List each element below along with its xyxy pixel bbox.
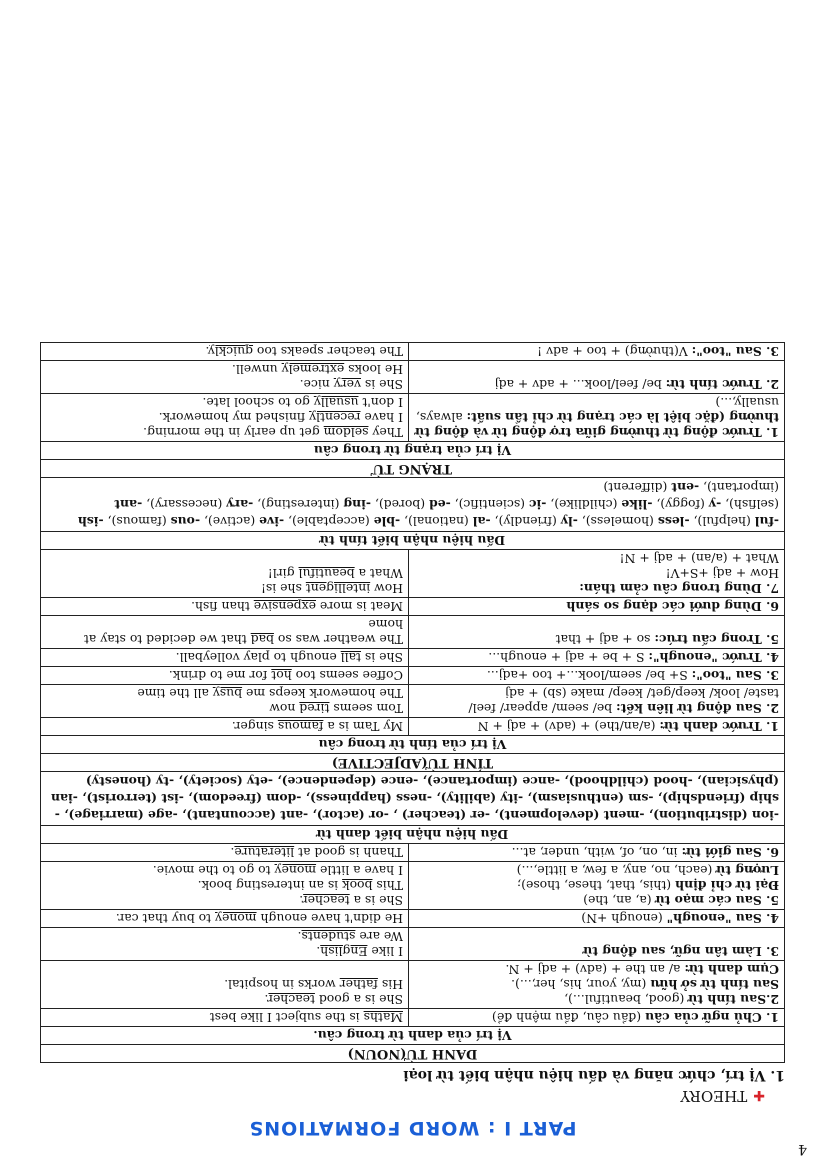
- noun-signs: -ion (distribution), -ment (development), -er (teacher) , -or (actor), -ant (accountant), -age (marriage), -ship (friendship), -sm (enthusiasm), -ity (ability), -ness (happiness), -dom (freedom), -ist (terrorist), -ian (physician), -hood (childhood), -ance (importance), -ence (dependence), -ety (society), -ty (honesty): [41, 772, 785, 826]
- rule-cell: [409, 598, 785, 616]
- example-keyword: teacher: [303, 893, 350, 908]
- adjective-signs: [41, 478, 785, 532]
- rule-line: [414, 977, 779, 992]
- suffix-example: (foggy),: [652, 497, 709, 512]
- rule-cell: [409, 718, 785, 736]
- suffix-example: (interesting),: [253, 497, 344, 512]
- example-text: She is: [361, 377, 403, 392]
- rule-title: 4. Sau "enough": [666, 911, 779, 926]
- suffix-label: -ble: [373, 514, 401, 529]
- rule-title: Đại từ chỉ định: [675, 878, 779, 893]
- table-row: [41, 361, 785, 394]
- rule-text: in, on, of, with, under, at...: [511, 845, 682, 860]
- rule-title: Cụm danh từ:: [684, 962, 779, 977]
- example-keyword: students: [301, 929, 356, 944]
- example-text: finished my homework.: [158, 410, 310, 425]
- example-text: They: [368, 425, 403, 440]
- suffix-label: -ent: [671, 480, 700, 495]
- example-keyword: very: [333, 377, 361, 392]
- table-row: [41, 343, 785, 361]
- table-row: [41, 685, 785, 718]
- example-line: [46, 425, 403, 440]
- example-line: [46, 893, 403, 908]
- suffix-label: -ed: [429, 497, 451, 512]
- adverb-position-header: Vị trí của trạng từ trong câu: [41, 442, 785, 460]
- example-cell: [41, 598, 409, 616]
- example-line: [46, 377, 403, 392]
- noun-position-header: Vị trí của danh từ trong câu.: [41, 1027, 785, 1045]
- suffix-example: (childlike),: [546, 497, 622, 512]
- example-text: Tom seems: [329, 701, 403, 716]
- example-text: works in hospital.: [224, 977, 340, 992]
- example-cell: [41, 718, 409, 736]
- example-cell: [41, 394, 409, 442]
- example-keyword: Maths: [363, 1010, 403, 1025]
- suffix-example: (selfish),: [721, 497, 779, 512]
- example-text: I don't: [358, 395, 403, 410]
- rule-line: [414, 878, 779, 893]
- rule-text: (good, beautiful...),: [564, 992, 689, 1007]
- example-text: The teacher speaks too: [253, 344, 403, 359]
- example-keyword: beautiful: [298, 566, 355, 581]
- rule-line: [414, 701, 779, 716]
- example-cell: [41, 550, 409, 598]
- suffix-example: (acceptable),: [284, 514, 374, 529]
- example-line: [46, 701, 403, 716]
- rule-text: (each, no, any, a few, a little,...): [516, 863, 717, 878]
- example-text: I like: [367, 944, 403, 959]
- rule-text: V(thường) + too + adv !: [537, 344, 692, 359]
- example-text: Coffee seems too: [291, 668, 403, 683]
- example-keyword: tall: [340, 650, 361, 665]
- example-text: Thanh is good at: [294, 845, 403, 860]
- suffix-label: -ary: [226, 497, 254, 512]
- rule-cell: [409, 394, 785, 442]
- rule-text: always, usually,...): [415, 395, 779, 425]
- rule-title: 3. Sau "too":: [691, 668, 779, 683]
- example-text: that we decided to stay at home: [83, 617, 403, 647]
- rule-title: 4. Trước "enough":: [648, 650, 779, 665]
- noun-header-row: [41, 1045, 785, 1063]
- rule-text: (a/an/the) + (adv) + adj + N: [477, 719, 660, 734]
- table-row: [41, 910, 785, 928]
- rule-line: What + (a/an) + adj + N!: [619, 551, 779, 566]
- suffix-label: -ish: [77, 514, 104, 529]
- example-text: .: [316, 944, 321, 959]
- suffix-label: -y: [708, 497, 722, 512]
- rule-cell: [409, 928, 785, 961]
- example-text: The homework keeps me: [242, 686, 403, 701]
- table-row: [41, 928, 785, 961]
- rule-title: 1. Trước động từ thường giữa trợ động từ và động từ thường (đặc biệt là các trạng từ chỉ tần suất:: [415, 410, 779, 440]
- adjective-signs-header-row: [41, 532, 785, 550]
- example-text: She is a good: [314, 992, 403, 1007]
- example-text: singer.: [231, 719, 278, 734]
- adjective-position-header-row: [41, 736, 785, 754]
- rule-cell: [409, 862, 785, 910]
- table-row: [41, 550, 785, 598]
- example-text: is the subject I like best: [209, 1010, 364, 1025]
- example-line: [46, 878, 403, 893]
- example-text: This: [372, 878, 403, 893]
- table-row: [41, 598, 785, 616]
- example-text: now: [269, 701, 300, 716]
- example-text: all the time: [137, 686, 213, 701]
- example-text: His: [377, 977, 403, 992]
- rule-text: (enough +N): [581, 911, 667, 926]
- rule-cell: [409, 910, 785, 928]
- example-cell: [41, 649, 409, 667]
- table-row: [41, 649, 785, 667]
- adjective-signs-row: [41, 478, 785, 532]
- example-text: unwell.: [231, 362, 282, 377]
- suffix-example: (helpful),: [689, 514, 755, 529]
- example-line: [46, 863, 403, 878]
- example-text: She is a: [349, 893, 403, 908]
- example-text: She is: [361, 650, 403, 665]
- suffix-example: (different): [603, 480, 672, 495]
- example-keyword: intelligent: [305, 581, 371, 596]
- example-keyword: money: [215, 911, 257, 926]
- example-cell: [41, 928, 409, 961]
- example-keyword: usually: [313, 395, 359, 410]
- example-line: [46, 929, 403, 944]
- example-keyword: seldom: [323, 425, 369, 440]
- rule-title: Sau tính từ sở hữu: [650, 977, 779, 992]
- rule-text: (my, your, his, her,...).: [511, 977, 651, 992]
- section-heading: 1. Vị trí, chức năng và dấu hiệu nhận biết từ loại: [403, 1067, 785, 1083]
- pencil-icon: ✚: [753, 1087, 765, 1103]
- theory-label: THEORY: [680, 1087, 748, 1105]
- example-keyword: literature: [234, 845, 295, 860]
- example-line: [46, 566, 403, 581]
- adjective-signs-header: Dấu hiệu nhận biết tính từ: [41, 532, 785, 550]
- example-text: is an interesting book.: [197, 878, 343, 893]
- adverb-header: TRẠNG TỪ: [41, 460, 785, 478]
- noun-position-header-row: [41, 1027, 785, 1045]
- example-text: to buy that car.: [115, 911, 216, 926]
- example-text: than fish.: [191, 599, 254, 614]
- rule-title: 2.Sau tính từ: [688, 992, 779, 1007]
- noun-header: DANH TỪ(NOUN): [41, 1045, 785, 1063]
- suffix-label: -ly: [560, 514, 578, 529]
- page-title: PART I : WORD FORMATIONS: [248, 1117, 577, 1139]
- adjective-header-row: [41, 754, 785, 772]
- table-row: [41, 718, 785, 736]
- example-line: [46, 992, 403, 1007]
- example-text: My Tam is a: [323, 719, 403, 734]
- example-text: for me to drink.: [168, 668, 272, 683]
- rule-cell: [409, 1009, 785, 1027]
- rule-title: 5. Sau các mạo từ: [655, 893, 779, 908]
- rule-title: 1. Chủ ngữ của câu: [645, 1010, 779, 1025]
- rule-text: S + be + adj + enough...: [488, 650, 649, 665]
- suffix-label: -ing: [343, 497, 371, 512]
- adverb-position-header-row: [41, 442, 785, 460]
- suffix-label: -ful: [754, 514, 779, 529]
- suffix-label: -ic: [528, 497, 547, 512]
- example-cell: [41, 361, 409, 394]
- example-text: We are: [355, 929, 403, 944]
- example-line: [46, 944, 403, 959]
- rule-title: 2. Trước tính từ:: [665, 377, 779, 392]
- rule-cell: [409, 343, 785, 361]
- table-row: [41, 844, 785, 862]
- example-text: to go to the movie.: [152, 863, 275, 878]
- example-line: [46, 977, 403, 992]
- suffix-example: (important),: [699, 480, 779, 495]
- suffix-example: (active),: [200, 514, 260, 529]
- example-keyword: recently: [309, 410, 361, 425]
- suffix-label: -like: [621, 497, 653, 512]
- table-row: [41, 961, 785, 1009]
- table-row: [41, 667, 785, 685]
- adjective-position-header: Vị trí của tính từ trong câu: [41, 736, 785, 754]
- rule-text: S+ be/ seem/look...+ too +adj...: [486, 668, 692, 683]
- example-keyword: book: [342, 878, 373, 893]
- suffix-label: -ous: [170, 514, 201, 529]
- rule-line: How + adj +S+V!: [665, 566, 779, 581]
- adjective-header: TÍNH TỪ(ADJECTIVE): [41, 754, 785, 772]
- rule-title: 3. Làm tân ngữ, sau động từ: [583, 944, 779, 959]
- example-text: I have: [360, 410, 403, 425]
- example-keyword: bad: [250, 632, 274, 647]
- rule-line: [414, 992, 779, 1007]
- example-text: I have a little: [316, 863, 403, 878]
- rule-cell: [409, 667, 785, 685]
- noun-signs-header-row: [41, 826, 785, 844]
- table-row: [41, 394, 785, 442]
- rule-title: 2. Sau động từ liên kết:: [616, 701, 779, 716]
- rule-cell: [409, 361, 785, 394]
- rule-text: be/ feel/look... + adv + adj: [494, 377, 666, 392]
- example-text: girl!: [267, 566, 299, 581]
- example-cell: [41, 685, 409, 718]
- suffix-label: -ant: [114, 497, 143, 512]
- example-text: get up early in the morning.: [143, 425, 324, 440]
- suffix-example: (bored),: [370, 497, 430, 512]
- example-text: Meat is more: [316, 599, 403, 614]
- noun-signs-row: [41, 772, 785, 826]
- example-keyword: expensive: [253, 599, 316, 614]
- theory-heading: [680, 1087, 765, 1105]
- example-text: He didn't have enough: [256, 911, 403, 926]
- example-keyword: teacher: [268, 992, 315, 1007]
- page-number: 4: [798, 1141, 807, 1157]
- rule-text: be/ seem/ appear/ feel/: [468, 701, 617, 716]
- example-cell: [41, 667, 409, 685]
- table-row: [41, 862, 785, 910]
- rule-cell: [409, 649, 785, 667]
- word-forms-table: [40, 342, 785, 1063]
- table-row: [41, 616, 785, 649]
- example-line: [46, 581, 403, 596]
- rule-title: 6. Dùng dưới các dạng so sánh: [566, 599, 779, 614]
- suffix-label: -al: [472, 514, 491, 529]
- example-keyword: father: [339, 977, 378, 992]
- example-text: The weather was so: [273, 632, 403, 647]
- example-keyword: English: [320, 944, 368, 959]
- example-keyword: tired: [299, 701, 330, 716]
- example-line: [46, 686, 403, 701]
- example-keyword: famous: [277, 719, 324, 734]
- rule-text: a/ an the + (adv) + adj + N.: [505, 962, 685, 977]
- rule-title: Lượng từ: [716, 863, 779, 878]
- rule-text: so + adj + that: [555, 632, 655, 647]
- example-line: [46, 410, 403, 425]
- rule-line: taste/ look/ keep/get/ keep/ make (sb) + adj: [505, 686, 779, 701]
- example-keyword: busy: [212, 686, 243, 701]
- suffix-example: (homeless),: [577, 514, 658, 529]
- example-text: go to school late.: [202, 395, 314, 410]
- example-cell: [41, 616, 409, 649]
- suffix-label: -less: [657, 514, 690, 529]
- example-text: .: [264, 992, 269, 1007]
- example-text: she is!: [260, 581, 306, 596]
- example-keyword: quickly: [209, 344, 254, 359]
- rule-line: [414, 893, 779, 908]
- noun-signs-header: Dấu hiệu nhận biết danh từ: [41, 826, 785, 844]
- suffix-label: -ive: [259, 514, 285, 529]
- table-row: [41, 1009, 785, 1027]
- example-line: [46, 362, 403, 377]
- example-keyword: hot: [271, 668, 292, 683]
- suffix-example: (national),: [400, 514, 473, 529]
- example-text: He looks: [344, 362, 403, 377]
- rule-cell: [409, 844, 785, 862]
- example-text: How: [370, 581, 403, 596]
- example-cell: [41, 1009, 409, 1027]
- example-cell: [41, 910, 409, 928]
- rule-cell: [409, 616, 785, 649]
- rule-line: [414, 863, 779, 878]
- suffix-example: (necessary),: [142, 497, 227, 512]
- example-text: What a: [354, 566, 403, 581]
- rule-cell: [409, 685, 785, 718]
- rule-cell: [409, 550, 785, 598]
- example-cell: [41, 961, 409, 1009]
- example-text: nice.: [299, 377, 334, 392]
- rule-line: [414, 962, 779, 977]
- rule-cell: [409, 961, 785, 1009]
- example-text: .: [299, 893, 304, 908]
- example-cell: [41, 862, 409, 910]
- rule-text: (đầu câu, đầu mệnh đề): [491, 1010, 646, 1025]
- example-text: enough to play volleyball.: [175, 650, 341, 665]
- rule-title: 6. Sau giới từ:: [681, 845, 779, 860]
- rule-title: 7. Dùng trong câu cảm thán:: [579, 581, 779, 596]
- example-keyword: extremely: [281, 362, 345, 377]
- rule-text: (this, that, these, those);: [516, 878, 676, 893]
- suffix-example: (scientific),: [450, 497, 529, 512]
- example-keyword: money: [274, 863, 317, 878]
- example-text: .: [230, 845, 235, 860]
- adverb-header-row: [41, 460, 785, 478]
- rule-text: (a, an, the): [583, 893, 656, 908]
- example-text: .: [297, 929, 302, 944]
- rule-title: 3. Sau "too":: [691, 344, 779, 359]
- suffix-example: (famous),: [103, 514, 171, 529]
- suffix-example: (friendly),: [490, 514, 561, 529]
- example-text: .: [205, 344, 210, 359]
- example-cell: [41, 844, 409, 862]
- rule-title: 1. Trước danh từ:: [659, 719, 779, 734]
- example-line: [46, 395, 403, 410]
- example-cell: [41, 343, 409, 361]
- rule-title: 5. Trong cấu trúc:: [654, 632, 779, 647]
